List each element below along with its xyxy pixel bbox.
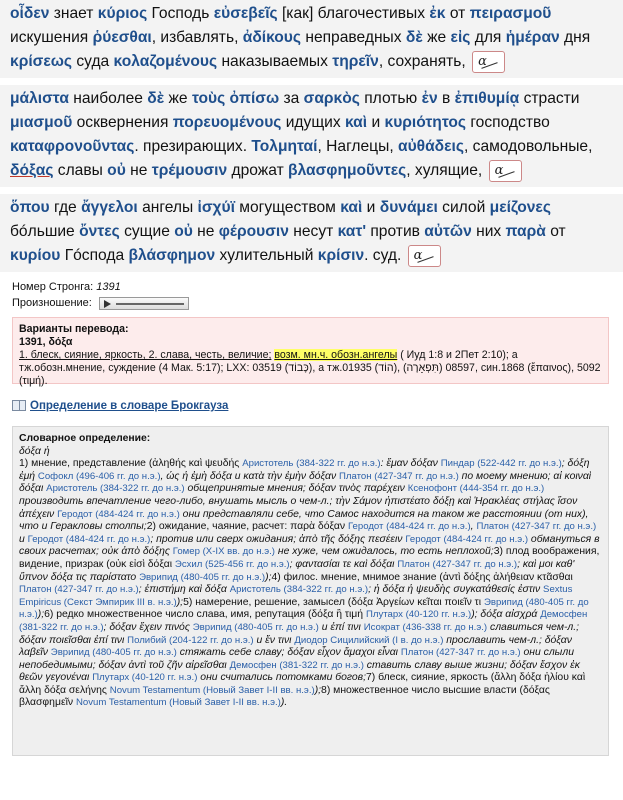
russian-word: наиболее xyxy=(68,90,148,107)
source-reference: Аристотель (384-322 гг. до н.э.) xyxy=(46,483,185,495)
definition-text: 2) ожидание, чаяние, расчет: παρὰ δόξαν xyxy=(146,521,348,533)
russian-word: от xyxy=(545,223,566,240)
dictionary-title: Словарное определение: xyxy=(19,433,151,444)
russian-word: , хулящие, xyxy=(406,162,487,179)
russian-word: могуществом xyxy=(234,199,341,216)
greek-word[interactable]: βλασφημοῦντες xyxy=(288,162,407,179)
definition-text: 4) филос. мнение, мнимое знание (ἀντὶ δόξης ἀλήθειαν κτᾶσθαι xyxy=(271,571,573,583)
russian-word: , сохранять, xyxy=(378,53,471,70)
russian-word: же xyxy=(164,90,192,107)
greek-word[interactable]: κύριος xyxy=(97,5,148,22)
definition-example: прославить чем-л.; δόξαν λαβεῖν xyxy=(19,634,572,659)
greek-word[interactable]: τρέμουσιν xyxy=(151,162,228,179)
russian-word: не xyxy=(125,162,152,179)
russian-word: них xyxy=(471,223,506,240)
russian-word: осквернения xyxy=(72,114,173,131)
russian-word: же xyxy=(422,29,451,46)
russian-word: , избавлять, xyxy=(151,29,243,46)
definition-example: ; δόξαν ἔχειν πινός xyxy=(103,621,193,633)
dictionary-headword: δόξα ἡ xyxy=(19,445,50,457)
russian-word: искушения xyxy=(10,29,93,46)
greek-word[interactable]: καταφρονοῦντας xyxy=(10,138,135,155)
greek-word[interactable]: ἐν xyxy=(421,90,438,107)
greek-word[interactable]: εἰς xyxy=(450,29,471,46)
audio-progress-bar[interactable] xyxy=(116,303,184,305)
greek-word[interactable]: Τολμηταί xyxy=(251,138,318,155)
russian-word: хулительный xyxy=(215,247,318,264)
source-reference: Плутарх (40-120 гг. н.э.) xyxy=(365,609,472,621)
greek-word[interactable]: εὐσεβεῖς xyxy=(213,5,278,22)
greek-word[interactable]: πορευομένους xyxy=(172,114,282,131)
russian-word: дрожат xyxy=(227,162,289,179)
definition-example: не хуже, чем ожидалось, то есть неплохой; xyxy=(274,546,494,558)
verse-block xyxy=(0,85,623,187)
greek-word[interactable]: αὐτῶν xyxy=(424,223,472,240)
russian-word: в xyxy=(437,90,455,107)
source-reference: Демосфен (381-322 гг. до н.э.) xyxy=(19,609,588,633)
greek-word[interactable]: δυνάμει xyxy=(379,199,438,216)
russian-word: господство xyxy=(466,114,550,131)
definition-example: ). xyxy=(280,697,288,709)
pronunciation-row xyxy=(0,295,623,311)
russian-word: сущие xyxy=(119,223,175,240)
greek-word[interactable]: παρὰ xyxy=(505,223,546,240)
greek-word[interactable]: ἐπιθυμίᾳ xyxy=(454,90,520,107)
greek-word[interactable]: δὲ xyxy=(147,90,165,107)
variants-highlight: возм. мн.ч. обозн.ангелы xyxy=(274,349,398,361)
definition-example: стяжать себе славу; δόξαν εἶχον ἄμαχοι εἶναι xyxy=(176,647,401,659)
russian-word: . суд. xyxy=(364,247,406,264)
dictionary-definition-box xyxy=(12,426,609,756)
greek-word[interactable]: σαρκὸς xyxy=(303,90,360,107)
source-reference: Диодор Сицилийский (I в. до н.э.) xyxy=(294,634,444,646)
verse-block xyxy=(0,194,623,272)
greek-word[interactable]: κυριότητος xyxy=(384,114,466,131)
source-reference: Аристотель (384-322 гг. до н.э.) xyxy=(229,584,369,596)
definition-text: 1) мнение, представление (ἀληθής καὶ ψευδής xyxy=(19,458,243,470)
strong-number-row xyxy=(0,279,623,295)
source-reference: Платон (427-347 гг. до н.э.) xyxy=(400,647,521,659)
dictionary-link-row xyxy=(12,400,623,416)
definition-example: , xyxy=(470,521,477,533)
greek-word[interactable]: οὐ xyxy=(107,162,126,179)
alpha-icon: α xyxy=(478,53,487,69)
russian-word: за xyxy=(279,90,304,107)
russian-word: несут xyxy=(288,223,338,240)
source-reference: Геродот (484-424 гг. до н.э.) xyxy=(347,521,471,533)
play-icon[interactable] xyxy=(104,300,111,308)
brockhaus-dictionary-link[interactable]: Определение в словаре Брокгауза xyxy=(30,400,229,412)
greek-word[interactable]: οὐ xyxy=(174,223,193,240)
greek-word[interactable]: κατ' xyxy=(337,223,367,240)
greek-word[interactable]: ἀδίκους xyxy=(242,29,301,46)
russian-word: , Наглецы, xyxy=(317,138,398,155)
definition-text: 5) намерение, решение, замысел (δόξα Ἀργείων κεῖται ποιεῖν τι xyxy=(183,596,484,608)
russian-word: , самодовольные, xyxy=(463,138,593,155)
russian-word: наказываемых xyxy=(217,53,333,70)
strong-label: Номер Стронга: xyxy=(12,281,97,293)
russian-word: страсти xyxy=(519,90,580,107)
definition-example: ); xyxy=(314,684,322,696)
source-reference: Пиндар (522-442 гг. до н.э.) xyxy=(440,458,562,470)
definition-example: по моему мнению; αἱ κοιναὶ δόξαι xyxy=(19,470,592,495)
greek-word[interactable]: κρίσιν xyxy=(317,247,365,264)
analysis-button[interactable] xyxy=(408,245,441,267)
strong-value: 1391 xyxy=(96,281,121,293)
definition-example: ; против или сверх ожидания; ἀπὸ τῆς δόξης πεσέειν xyxy=(150,533,406,545)
russian-word: для xyxy=(470,29,506,46)
definition-example: производить впечатление чего-либо, внушать мысль о чем-л.; τὴν Σάμον ἠπιστέατο δόξῃ καὶ Ἡρακλέας στήλας ἴσον ἀπέχειν xyxy=(19,495,578,520)
definition-example: ; ἐπιστήμη καὶ δόξα xyxy=(138,584,230,596)
source-reference: Эврипид (480-405 гг. до н.э.) xyxy=(19,596,589,621)
greek-word[interactable]: δόξας xyxy=(10,162,54,179)
variants-part3: ( Иуд 1:8 и 2Пет 2:10); а тж.обозн.мнение, суждение (4 Мак. 5:17); LXX: 03519 (כָּבוֹד), а тж.01935 (הוֹד), 08597 (תִּפְאָרָה), син.1868 (ἔπαινος), 5092 (τιμή). xyxy=(19,349,601,387)
greek-word[interactable]: ἄγγελοι xyxy=(81,199,138,216)
dictionary-lines xyxy=(19,458,602,710)
source-reference: Платон (427-347 гг. до н.э.) xyxy=(476,521,597,533)
definition-example: и ἔν τινι xyxy=(253,634,295,646)
greek-word[interactable]: τηρεῖν xyxy=(332,53,379,70)
greek-word[interactable]: κολαζομένους xyxy=(113,53,218,70)
russian-word: бóльшие xyxy=(10,223,80,240)
source-reference: Исократ (436-338 гг. до н.э.) xyxy=(363,621,488,633)
source-reference: Эсхил (525-456 гг. до н.э.) xyxy=(174,558,290,570)
greek-word[interactable]: ἡμέραν xyxy=(505,29,560,46)
definition-example: они слыли непобедимыми; δόξαν ἀντὶ τοῦ ζῆν αἱρεῖσθαι xyxy=(19,647,574,671)
source-reference: Гомер (X-IX вв. до н.э.) xyxy=(172,546,275,558)
definition-example: ; καὶ μοι καθ' ὕπνον δόξα τις παρίστατο xyxy=(19,558,575,583)
russian-word: . презирающих. xyxy=(134,138,252,155)
russian-word: плотью xyxy=(359,90,422,107)
definition-text: 6) редко множественное число слава, имя, репутация (δόξα ἢ τιμή xyxy=(44,609,366,621)
source-reference: Платон (427-347 гг. до н.э.) xyxy=(19,584,139,596)
analysis-button[interactable] xyxy=(472,51,505,73)
definition-example: ставить славу выше жизни; δόξαν ἔσχον ἐκ θεῶν γεγονέναι xyxy=(19,659,580,684)
source-reference: Novum Testamentum (Новый Завет I-II вв. н.э.) xyxy=(75,697,281,709)
greek-word[interactable]: ὄντες xyxy=(79,223,120,240)
definition-example: они представляли себе, что Самос находится на таком же расстоянии (от них), что и Геракловы столпы; xyxy=(19,508,589,533)
verse-list xyxy=(0,0,623,272)
source-reference: Эврипид (480-405 гг. до н.э.) xyxy=(192,621,319,633)
greek-word[interactable]: μείζονες xyxy=(489,199,551,216)
russian-word: не xyxy=(192,223,219,240)
translation-variants-box xyxy=(12,317,609,387)
definition-example: они считались потомками богов; xyxy=(197,672,366,684)
analysis-button[interactable] xyxy=(489,160,522,182)
variants-heading: Варианты перевода: xyxy=(19,323,129,335)
russian-word: славы xyxy=(53,162,108,179)
greek-word[interactable]: ἰσχύϊ xyxy=(197,199,235,216)
pronunciation-label: Произношение: xyxy=(12,297,92,309)
definition-example: и ἐπί τινι xyxy=(318,621,364,633)
greek-word[interactable]: ἐκ xyxy=(429,5,446,22)
russian-word: дня xyxy=(559,29,591,46)
source-reference: Платон (427-347 гг. до н.э.) xyxy=(397,558,518,570)
definition-example: ; ἡ δόξα ἡ ψευδὴς συγκατάθεσίς ἐστιν xyxy=(368,584,544,596)
definition-example: ; δόξη ἐμή xyxy=(19,458,590,482)
greek-word[interactable]: καὶ xyxy=(345,114,368,131)
russian-word: суда xyxy=(72,53,114,70)
definition-text: 3) плод воображения, видение, призрак (οὐκ εἰσὶ δόξαι xyxy=(19,546,600,570)
alpha-icon: α xyxy=(413,247,423,263)
definition-example: ); xyxy=(176,596,184,608)
source-reference: Sextus Empiricus (Секст Эмпирик III в. н.э.) xyxy=(19,584,573,608)
source-reference: Геродот (484-424 гг. до н.э.) xyxy=(57,508,180,520)
source-reference: Геродот (484-424 гг. до н.э.) xyxy=(405,533,529,545)
definition-example: и xyxy=(19,533,28,545)
russian-word: Господь xyxy=(147,5,214,22)
definition-example: общепринятые мнения; δόξαν τινὸς παρέχειν xyxy=(184,483,408,495)
source-reference: Эврипид (480-405 гг. до н.э.) xyxy=(50,647,177,659)
russian-word: от xyxy=(445,5,470,22)
verse-block xyxy=(0,0,623,78)
russian-word: против xyxy=(366,223,425,240)
book-icon xyxy=(12,400,26,411)
greek-word[interactable]: ῥύεσθαι xyxy=(92,29,152,46)
definition-text: 8) множественное число высшие власти (δόξας βλασφημεῖν xyxy=(19,684,550,709)
russian-word: силой xyxy=(437,199,490,216)
russian-word: неправедных xyxy=(301,29,406,46)
greek-word[interactable]: καὶ xyxy=(340,199,363,216)
source-reference: Аристотель (384-322 гг. до н.э.) xyxy=(242,458,381,470)
source-reference: Софокл (496-406 гг. до н.э.) xyxy=(37,470,161,482)
source-reference: Novum Testamentum (Новый Завет I-II вв. н.э.) xyxy=(109,684,315,696)
source-reference: Плутарх (40-120 гг. н.э.) xyxy=(92,672,198,684)
greek-word[interactable]: φέρουσιν xyxy=(218,223,289,240)
definition-example: ); xyxy=(37,609,45,621)
greek-word[interactable]: οἶδεν xyxy=(10,5,50,22)
definition-example: , ὡς ἡ ἐμὴ δόξα и κατὰ τὴν ἐμὴν δόξαν xyxy=(160,470,340,482)
greek-word[interactable]: κυρίου xyxy=(10,247,61,264)
source-reference: Полибий (204-122 гг. до н.э.) xyxy=(127,634,254,646)
greek-word[interactable]: τοὺς ὀπίσω xyxy=(191,90,280,107)
source-reference: Ксенофонт (444-354 гг. до н.э.) xyxy=(407,483,545,495)
definition-text: 7) блеск, сияние, яркость (ἄλλη δόξα ἡλίου καὶ ἄλλη δόξα σελήνης xyxy=(19,672,586,696)
definition-example: славиться чем-л.; δόξαν ποιεῖσθαι ἐπί τινι xyxy=(19,621,580,646)
russian-word: [как] благочестивых xyxy=(277,5,430,22)
source-reference: Эврипид (480-405 гг. до н.э.) xyxy=(139,571,266,583)
greek-word[interactable]: βλάσφημον xyxy=(128,247,216,264)
greek-word[interactable]: δὲ xyxy=(405,29,423,46)
greek-word[interactable]: μάλιστα xyxy=(10,90,69,107)
russian-word: ангелы xyxy=(137,199,198,216)
definition-example: ; φαντασίαι τε καὶ δόξαι xyxy=(289,558,398,570)
russian-word: и xyxy=(367,114,385,131)
greek-word[interactable]: πειρασμοῦ xyxy=(469,5,552,22)
alpha-icon: α xyxy=(494,162,504,178)
source-reference: Геродот (484-424 гг. до н.э.) xyxy=(27,533,151,545)
definition-example: ); xyxy=(265,571,272,583)
greek-word[interactable]: ὅπου xyxy=(10,199,50,216)
source-reference: Платон (427-347 гг. до н.э.) xyxy=(339,470,459,482)
variants-text xyxy=(19,349,602,388)
russian-word: Гóспода xyxy=(60,247,129,264)
variants-part1: 1. блеск, сияние, яркость, 2. слава, честь, величие; xyxy=(19,349,272,361)
source-reference: Демосфен (381-322 гг. до н.э.) xyxy=(229,659,364,671)
greek-word[interactable]: μιασμοῦ xyxy=(10,114,73,131)
definition-example: обмануться в своих расчетах; οὐκ ἀπὸ δόξης xyxy=(19,533,600,558)
greek-word[interactable]: κρίσεως xyxy=(10,53,73,70)
russian-word: где xyxy=(49,199,82,216)
definition-example: ); δόξα αἰσχρά xyxy=(471,609,541,621)
definition-example: : ἔμαν δόξαν xyxy=(380,458,441,470)
russian-word: знает xyxy=(49,5,98,22)
russian-word: и xyxy=(362,199,380,216)
audio-player[interactable] xyxy=(99,297,189,310)
greek-word[interactable]: αὐθάδεις xyxy=(398,138,464,155)
russian-word: идущих xyxy=(281,114,345,131)
variants-entry: 1391, δόξα xyxy=(19,336,73,348)
